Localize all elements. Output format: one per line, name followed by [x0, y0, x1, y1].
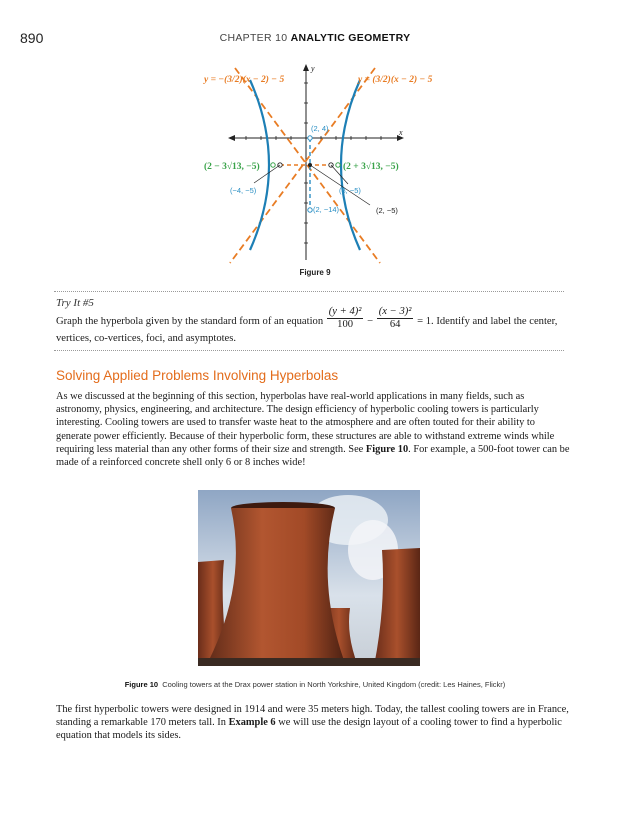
covertex-bottom-point — [308, 208, 312, 212]
figure-9-caption: Figure 9 — [299, 268, 331, 277]
chapter-prefix: CHAPTER 10 — [219, 32, 288, 44]
x-axis-label: x — [399, 128, 403, 137]
chapter-title: ANALYTIC GEOMETRY — [290, 32, 411, 44]
figure-9-graph — [190, 60, 440, 265]
try-it-text-after: = 1. Identify and label the center, vertices, co-vertices, foci, and asymptotes. — [56, 315, 558, 344]
covertex-top-point — [308, 136, 312, 140]
center-label: (2, −5) — [376, 206, 398, 215]
focus-left-label: (2 − 3√13, −5) — [204, 162, 260, 172]
page-number: 890 — [20, 30, 44, 46]
x-axis-arrow-left — [228, 135, 235, 141]
para1-after: . For example, a 500-foot tower can be made of a reinforced concrete shell only 6 or 8 inches wide! — [56, 443, 570, 469]
para1-before: As we discussed at the beginning of this section, hyperbolas have real-world applications in many fields, such as astronomy, physics, engineering, and architecture. The design efficiency of hyperbolic cooling towers is particularly interesting. Cooling towers are used to transfer waste heat to the atmosphere and are often touted for their ability to generate power efficiently. Because of their hyperbolic form, these structures are able to withstand extreme winds while requiring less material than any other forms of their size and strength. See — [56, 391, 555, 455]
fraction-y-denominator: 100 — [337, 319, 354, 330]
y-axis-label: y — [311, 64, 315, 73]
fraction-x-denominator: 64 — [389, 319, 401, 330]
figure-10-caption-text: Cooling towers at the Drax power station in North Yorkshire, United Kingdom (credit: Les Haines, Flickr) — [162, 680, 506, 689]
try-it-text-before: Graph the hyperbola given by the standard form of an equation — [56, 315, 324, 327]
fraction-x-numerator: (x − 3)² — [378, 306, 412, 317]
figure-10-caption-label: Figure 10 — [124, 680, 159, 689]
vertex-right-label: (8, −5) — [339, 186, 361, 195]
asymptote-left-label: y = −(3/2)(x − 2) − 5 — [204, 75, 285, 85]
minus-sign: − — [367, 315, 374, 327]
try-it-text — [56, 306, 564, 346]
try-it-box — [54, 291, 564, 351]
focus-right-point — [336, 163, 340, 167]
covertex-bottom-label: (2, −14) — [313, 205, 340, 214]
body-paragraph-1 — [56, 390, 571, 469]
fraction-y — [327, 306, 364, 331]
figure-10-caption — [0, 680, 630, 689]
focus-right-label: (2 + 3√13, −5) — [343, 162, 399, 172]
chapter-header — [0, 32, 630, 44]
fraction-y-numerator: (y + 4)² — [328, 306, 362, 317]
fraction-x — [377, 306, 414, 331]
para2-before: The first hyperbolic towers were designed in 1914 and were 35 meters high. Today, the tallest cooling towers are in France, standing a remarkable 170 meters tall. In — [56, 704, 569, 729]
try-it-title: Try It #5 — [56, 297, 94, 309]
body-paragraph-2 — [56, 703, 571, 743]
covertex-top-label: (2, 4) — [311, 124, 329, 133]
para2-after: we will use the design layout of a cooling tower to find a hyperbolic equation that models its sides. — [56, 717, 562, 742]
example-6-reference: Example 6 — [228, 717, 276, 729]
focus-left-point — [271, 163, 275, 167]
asymptote-right-label: y = (3/2)(x − 2) − 5 — [358, 75, 433, 85]
section-heading: Solving Applied Problems Involving Hyperbolas — [56, 368, 339, 383]
figure-10-reference: Figure 10 — [365, 443, 409, 455]
y-axis-arrow — [303, 64, 309, 71]
cooling-towers-photo — [198, 490, 420, 666]
vertex-left-label: (−4, −5) — [230, 186, 257, 195]
